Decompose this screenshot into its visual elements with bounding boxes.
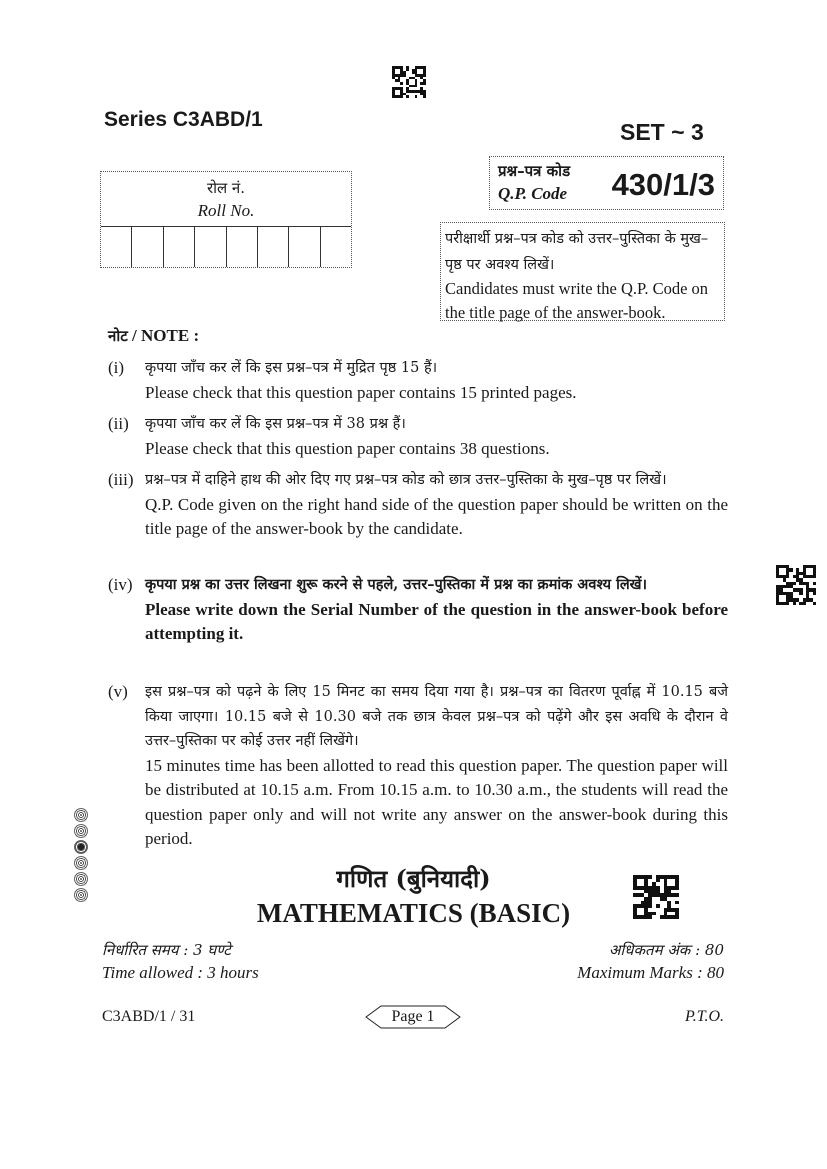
note-item-4: (iv) कृपया प्रश्न का उत्तर लिखना शुरू करने से पहले, उत्तर–पुस्तिका में प्रश्न का क्रमांक अवश्य लिखें। Please write down the Serial Number of the question in the answer-book before attempting it. [108,575,728,643]
series-label: Series C3ABD/1 [104,108,263,131]
page-number-badge: Page 1 [365,1005,461,1029]
roll-cell[interactable] [132,227,163,267]
note-item-2: (ii) कृपया जाँच कर लें कि इस प्रश्न–पत्र में 38 प्रश्न हैं। Please check that this question paper contains 38 questions. [108,414,550,458]
roll-cell[interactable] [227,227,258,267]
note-item-1: (i) कृपया जाँच कर लें कि इस प्रश्न–पत्र में मुद्रित पृष्ठ 15 हैं। Please check that this question paper contains 15 printed pages. [108,358,577,402]
footer-paper-code: C3ABD/1 / 31 [102,1008,196,1025]
instruction-en: Candidates must write the Q.P. Code on the title page of the answer-book. [445,279,709,322]
qp-code-label-hi: प्रश्न–पत्र कोड [498,162,571,180]
roll-no-label-hi: रोल नं. [206,179,246,197]
set-label: SET ~ 3 [620,119,704,145]
roll-cell[interactable] [258,227,289,267]
roll-cell[interactable] [289,227,320,267]
candidate-instruction-box [440,222,725,321]
note-heading: नोट / NOTE : [108,326,200,345]
roll-cell[interactable] [164,227,195,267]
subject-title-hi: गणित (बुनियादी) [336,864,491,893]
footer-pto: P.T.O. [685,1008,724,1025]
qr-code-icon [776,565,816,605]
qp-code-value: 430/1/3 [611,167,715,202]
note-item-5: (v) इस प्रश्न–पत्र को पढ़ने के लिए 15 मिनट का समय दिया गया है। प्रश्न–पत्र का वितरण पूर्वाह्न में 10.15 बजे किया जाएगा। 10.15 बजे से 10.30 बजे तक छात्र केवल प्रश्न–पत्र को पढ़ेंगे और इस अवधि के दौरान वे उत्तर–पुस्तिका पर कोई उत्तर नहीं लिखेंगे। 15 minutes time has been allotted to read this question paper. The question paper will be distributed at 10.15 a.m. From 10.15 a.m. to 10.30 a.m., the students will read the question paper only and will not write any answer on the answer-book during this period. [108,682,728,848]
subject-title-en: MATHEMATICS (BASIC) [256,898,571,928]
note-item-3: (iii) प्रश्न–पत्र में दाहिने हाथ की ओर दिए गए प्रश्न–पत्र कोड को छात्र उत्तर–पुस्तिका के मुख–पृष्ठ पर लिखें। Q.P. Code given on the right hand side of the question paper should be written on the title page of the answer-book by the candidate. [108,470,728,538]
instruction-hi: परीक्षार्थी प्रश्न–पत्र कोड को उत्तर–पुस्तिका के मुख–पृष्ठ पर अवश्य लिखें। [445,231,709,273]
time-allowed-hi: निर्धारित समय : 3 घण्टे [102,941,231,959]
roll-cell[interactable] [321,227,351,267]
time-allowed-en: Time allowed : 3 hours [102,963,259,982]
roll-no-label-en: Roll No. [197,201,255,220]
roll-cell[interactable] [101,227,132,267]
roll-number-box [100,171,352,268]
qr-code-icon [633,875,679,919]
max-marks-hi: अधिकतम अंक : 80 [608,941,724,959]
roll-cell[interactable] [195,227,226,267]
qp-code-box [489,156,724,210]
qr-code-icon [392,66,426,98]
roll-number-cells[interactable] [101,226,351,267]
max-marks-en: Maximum Marks : 80 [577,963,724,982]
qp-code-label-en: Q.P. Code [498,184,568,203]
